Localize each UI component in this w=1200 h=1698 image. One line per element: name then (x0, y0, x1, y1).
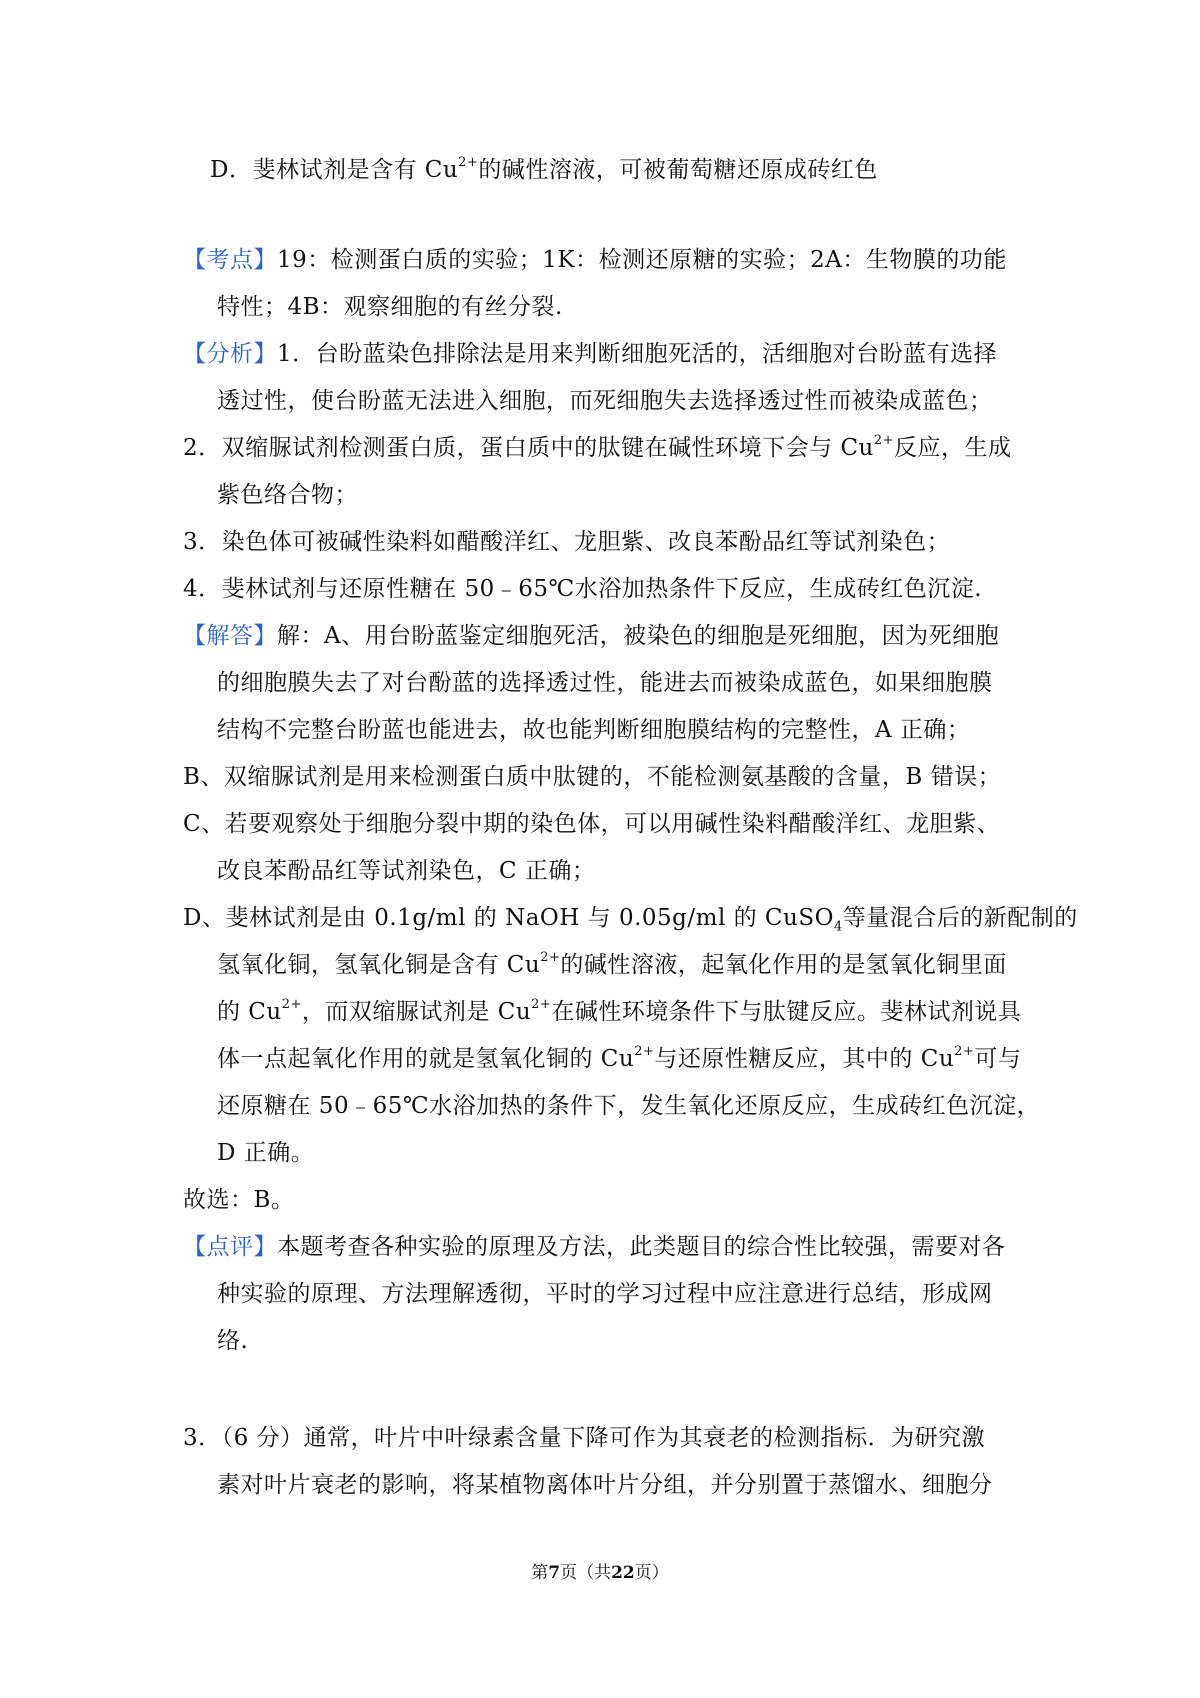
fenxi-item-3: 3．染色体可被碱性染料如醋酸洋红、龙胆紫、改良苯酚品红等试剂染色； (183, 529, 951, 555)
total-page-number: 22 (611, 1563, 635, 1583)
answer-line: 故选：B。 (183, 1187, 295, 1213)
kaodian-line-1: 【考点】19：检测蛋白质的实验；1K：检测还原糖的实验；2A：生物膜的功能 (183, 247, 1007, 273)
jieda-d-line-3: 的 $Cu^{2+}$，而双缩脲试剂是 $Cu^{2+}$在碱性环境条件下与肽键反应。斐林试剂说具 (217, 997, 1022, 1025)
dianping-line-2: 种实验的原理、方法理解透彻，平时的学习过程中应注意进行总结，形成网 (217, 1281, 993, 1307)
jieda-line-2: 的细胞膜失去了对台酚蓝的选择透过性，能进去而被染成蓝色，如果细胞膜 (217, 670, 993, 696)
jieda-d-line-5: 还原糖在 50﹣65℃水浴加热的条件下，发生氧化还原反应，生成砖红色沉淀， (217, 1093, 1041, 1119)
jieda-line-1: 【解答】解：A、用台盼蓝鉴定细胞死活，被染色的细胞是死细胞，因为死细胞 (183, 623, 1000, 649)
jieda-d-line-6: D 正确。 (217, 1140, 315, 1166)
fenxi-line-1: 【分析】1．台盼蓝染色排除法是用来判断细胞死活的，活细胞对台盼蓝有选择 (183, 341, 998, 367)
jieda-d-line-4: 体一点起氧化作用的就是氢氧化铜的 $Cu^{2+}$与还原性糖反应，其中的 $Cu^{2+}$可与 (217, 1044, 1022, 1072)
jieda-c-line-2: 改良苯酚品红等试剂染色，C 正确； (217, 858, 596, 884)
dianping-line-1: 【点评】本题考查各种实验的原理及方法，此类题目的综合性比较强，需要对各 (183, 1234, 1006, 1260)
fenxi-tag: 【分析】 (183, 341, 277, 367)
kaodian-tag: 【考点】 (183, 247, 277, 273)
question-3-line-1: 3．（6 分）通常，叶片中叶绿素含量下降可作为其衰老的检测指标．为研究激 (183, 1425, 986, 1451)
jieda-d-line-1: D、斐林试剂是由 0.1g/ml 的 NaOH 与 0.05g/ml 的 CuSO$_4$等量混合后的新配制的 (183, 905, 1078, 935)
jieda-tag: 【解答】 (183, 623, 277, 649)
jieda-b-line: B、双缩脲试剂是用来检测蛋白质中肽键的，不能检测氨基酸的含量，B 错误； (183, 764, 1002, 790)
current-page-number: 7 (548, 1563, 561, 1583)
page-footer: 第7页（共22页） (531, 1563, 669, 1583)
dianping-tag: 【点评】 (183, 1234, 277, 1260)
option-d-line: D．斐林试剂是含有 $Cu^{2+}$的碱性溶液，可被葡萄糖还原成砖红色 (210, 155, 878, 183)
fenxi-line-2: 透过性，使台盼蓝无法进入细胞，而死细胞失去选择透过性而被染成蓝色； (217, 388, 993, 414)
kaodian-line-2: 特性；4B：观察细胞的有丝分裂. (217, 294, 563, 320)
fenxi-item-2-line-2: 紫色络合物； (217, 482, 358, 508)
jieda-c-line-1: C、若要观察处于细胞分裂中期的染色体，可以用碱性染料醋酸洋红、龙胆紫、 (183, 811, 1001, 837)
question-3-line-2: 素对叶片衰老的影响，将某植物离体叶片分组，并分别置于蒸馏水、细胞分 (217, 1472, 993, 1498)
jieda-line-3: 结构不完整台盼蓝也能进去，故也能判断细胞膜结构的完整性，A 正确； (217, 717, 971, 743)
fenxi-item-2: 2．双缩脲试剂检测蛋白质，蛋白质中的肽键在碱性环境下会与 $Cu^{2+}$反应，生成 (183, 433, 1012, 461)
jieda-d-line-2: 氢氧化铜，氢氧化铜是含有 $Cu^{2+}$的碱性溶液，起氧化作用的是氢氧化铜里面 (217, 950, 1007, 978)
fenxi-item-4: 4．斐林试剂与还原性糖在 50﹣65℃水浴加热条件下反应，生成砖红色沉淀. (183, 576, 983, 602)
dianping-line-3: 络. (217, 1328, 249, 1354)
